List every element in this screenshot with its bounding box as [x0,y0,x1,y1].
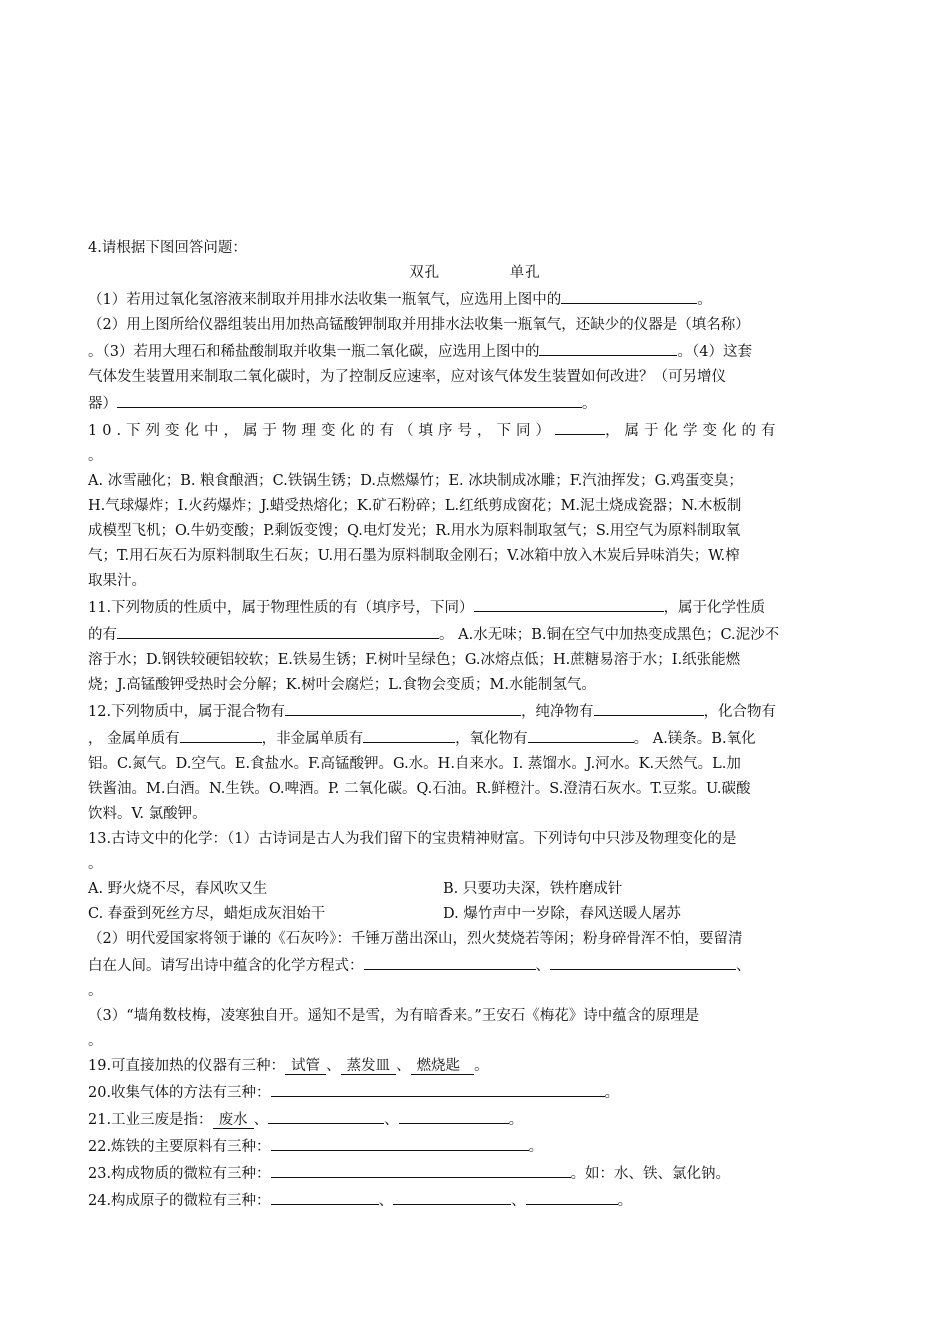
q13-options-cd [88,902,862,927]
q10-line6: 气；T.用石灰石为原料制取生石灰；U.用石墨为原料制取金刚石；V.冰箱中放入木炭后异味消失；W.榨 [88,548,740,564]
q19: 19.可直接加热的仪器有三种： 试管 、 蒸发皿 、 燃烧匙 。 [88,1058,489,1074]
answer-blank [364,952,536,970]
q12-line1: 12.下列物质中，属于混合物有 ，纯净物有 ，化合物有 [88,698,862,725]
q10-line5: 成模型飞机；O.牛奶变酸；P.剩饭变馊；Q.电灯发光；R.用水为原料制取氢气；S.用空气为原料制取氧 [88,523,741,539]
q21: 21.工业三废是指： 废水 、 、 。 [88,1106,862,1133]
answer-blank [268,1106,384,1124]
q13-part2-line2: 白在人间。请写出诗中蕴含的化学方程式： 、 、 [88,952,862,979]
answer-filled: 试管 [285,1058,326,1075]
q12-line2: ， 金属单质有 ，非金属单质有 ，氧化物有 。 A.镁条。B.氧化 [88,725,862,752]
q10-line1: 10.下列变化中，属于物理变化的有（填序号，下同） ，属于化学变化的有 [88,417,862,444]
answer-blank [285,698,521,716]
answer-blank [528,725,634,743]
q4-part2-line2: 。（3）若用大理石和稀盐酸制取并收集一瓶二氧化碳，应选用上图中的 。（4）这套 [88,338,862,365]
q13-options-ab [88,877,862,902]
option-d: D. 爆竹声中一岁除，春风送暖人屠苏 [443,906,681,922]
answer-blank [393,1187,511,1205]
q20: 20.收集气体的方法有三种： 。 [88,1079,862,1106]
q13-line2: 。 [88,856,103,872]
q11-line4: 烧；J.高锰酸钾受热时会分解；K.树叶会腐烂；L.食物会变质；M.水能制氢气。 [88,677,596,693]
q13-part3-line2: 。 [88,1033,103,1049]
q12-line3: 铝。C.氮气。D.空气。E.食盐水。F.高锰酸钾。G.水。H.自来水。I. 蒸馏水。J.河水。K.天然气。L.加 [88,756,741,772]
answer-blank [271,1079,605,1097]
answer-blank [526,1187,618,1205]
q22: 22.炼铁的主要原料有三种： 。 [88,1133,862,1160]
answer-blank [561,286,697,304]
q13-line1: 13.古诗文中的化学：（1）古诗词是古人为我们留下的宝贵精神财富。下列诗句中只涉及物理变化的是 [88,831,737,847]
label-double-hole: 双孔 [409,265,441,281]
q10-line4: H.气球爆炸；I.火药爆炸；J.蜡受热熔化；K.矿石粉碎；L.红纸剪成窗花；M.泥土烧成瓷器；N.木板制 [88,498,742,514]
label-single-hole: 单孔 [509,265,541,281]
answer-blank [271,1160,571,1178]
answer-blank [474,594,664,612]
answer-blank [555,417,605,435]
q24: 24.构成原子的微粒有三种： 、 、 。 [88,1187,862,1214]
q10-line2: 。 [88,448,103,464]
q11-line1: 11.下列物质的性质中，属于物理性质的有（填序号，下同） ，属于化学性质 [88,594,862,621]
q4-intro: 4.请根据下图回答问题： [88,240,247,256]
q4-part2-line3: 气体发生装置用来制取二氧化碳时，为了控制反应速率，应对该气体发生装置如何改进？（可另增仪 [88,369,726,385]
q10-line3: A. 冰雪融化；B. 粮食酿酒；C.铁锅生锈；D.点燃爆竹；E. 冰块制成冰雕；F.汽油挥发；G.鸡蛋变臭； [88,473,743,489]
answer-blank [271,1187,379,1205]
q13-part2-line1: （2）明代爱国家将领于谦的《石灰吟》：千锤万凿出深山，烈火焚烧若等闲；粉身碎骨浑不怕，要留清 [88,931,743,947]
option-c: C. 春蚕到死丝方尽，蜡炬成灰泪始干 [88,906,326,922]
answer-blank [539,338,677,356]
answer-blank [550,952,736,970]
q4-part2-line4: 器） 。 [88,390,862,417]
q10-line7: 取果汁。 [88,573,146,589]
answer-filled: 废水 [213,1112,254,1129]
answer-blank [117,390,582,408]
answer-filled: 燃烧匙 [411,1058,475,1075]
q4-part1: （1）若用过氧化氢溶液来制取并用排水法收集一瓶氧气，应选用上图中的 。 [88,286,862,313]
answer-blank [117,621,439,639]
q13-part2-line3: 。 [88,983,103,999]
answer-blank [594,698,704,716]
answer-blank [399,1106,509,1124]
stopper-labels [88,261,862,286]
answer-blank [180,725,262,743]
q12-line5: 饮料。V. 氯酸钾。 [88,806,207,822]
answer-blank [271,1133,529,1151]
q12-line4: 铁酱油。M.白酒。N.生铁。O.啤酒。P. 二氧化碳。Q.石油。R.鲜橙汁。S.澄清石灰水。T.豆浆。U.碳酸 [88,781,751,797]
answer-blank [363,725,455,743]
option-b: B. 只要功夫深，铁杵磨成针 [443,881,623,897]
q13-part3-line1: （3）“墙角数枝梅，凌寒独自开。遥知不是雪，为有暗香来。”王安石《梅花》诗中蕴含的原理是 [88,1008,700,1024]
option-a: A. 野火烧不尽，春风吹又生 [88,881,268,897]
q4-part2-line1: （2）用上图所给仪器组装出用加热高锰酸钾制取并用排水法收集一瓶氧气，还缺少的仪器是（填名称） [88,317,750,333]
q11-line3: 溶于水；D.钢铁较硬铝较软；E.铁易生锈；F.树叶呈绿色；G.冰熔点低；H.蔗糖易溶于水；I.纸张能燃 [88,652,741,668]
answer-filled: 蒸发皿 [341,1058,397,1075]
question-body [88,236,862,1214]
q11-line2: 的有 。 A.水无味；B.铜在空气中加热变成黑色；C.泥沙不 [88,621,862,648]
q23: 23.构成物质的微粒有三种： 。如：水、铁、氯化钠。 [88,1160,862,1187]
